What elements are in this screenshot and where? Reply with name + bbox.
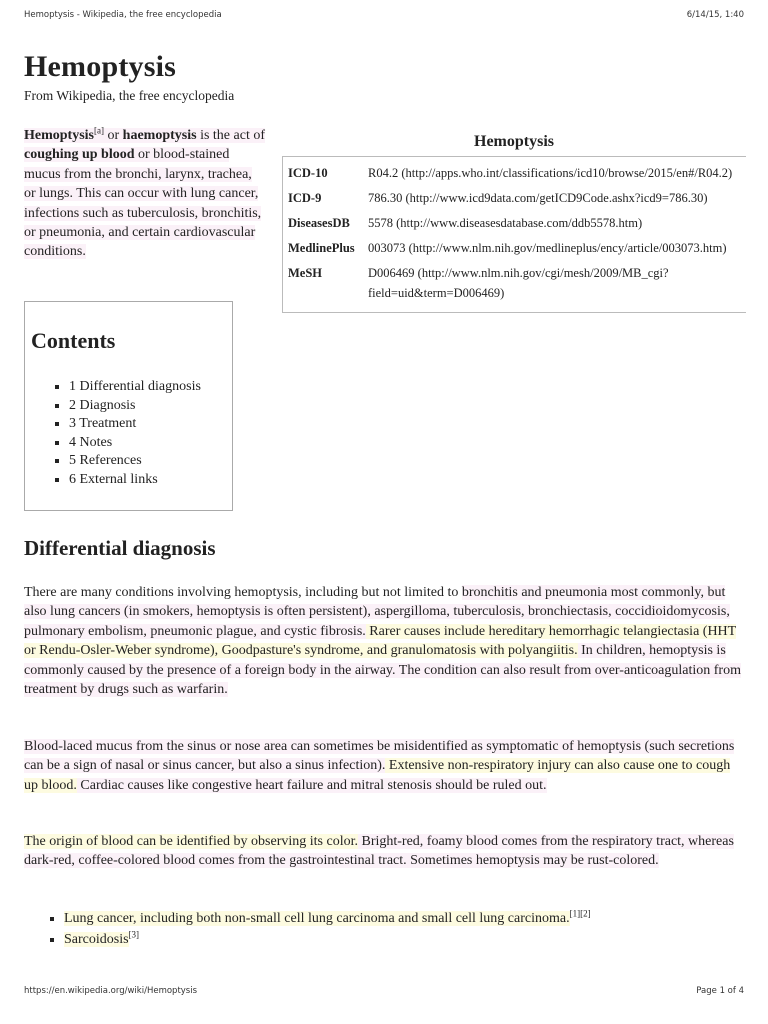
infobox-label-diseasesdb[interactable]: DiseasesDB (288, 216, 350, 230)
list-item-lung-cancer (64, 908, 768, 929)
infobox-label-icd9[interactable]: ICD-9 (288, 191, 322, 205)
intro-term-haemoptysis: haemoptysis (122, 128, 197, 143)
intro-or: or (104, 128, 123, 143)
list-item-sarcoidosis (64, 929, 768, 950)
infobox-row-medlineplus (283, 238, 746, 258)
infobox-label-mesh[interactable]: MeSH (288, 266, 323, 280)
note-a-link[interactable]: [a] (94, 125, 104, 136)
infobox-value-diseasesdb[interactable]: 5578 (http://www.diseasesdatabase.com/ddb5578.htm) (368, 216, 643, 230)
toc-item-differential-diagnosis[interactable]: ▪ 1 Differential diagnosis (69, 378, 201, 397)
intro-text-2: or blood-stained mucus from the bronchi, larynx, trachea, or lungs. (24, 147, 252, 202)
infobox-label-icd10[interactable]: ICD-10 (288, 166, 328, 180)
intro-term-hemoptysis: Hemoptysis (24, 128, 94, 143)
print-header-date: 6/14/15, 1:40 (686, 10, 744, 20)
toc-list (35, 378, 201, 490)
infobox-value-mesh[interactable]: D006469 (http://www.nlm.nih.gov/cgi/mesh/2009/MB_cgi?field=uid&term=D006469) (368, 266, 669, 300)
section-heading-differential-diagnosis: Differential diagnosis (24, 536, 216, 560)
infobox-label-medlineplus[interactable]: MedlinePlus (288, 241, 355, 255)
toc-item-treatment[interactable]: ▪ 3 Treatment (69, 415, 201, 434)
print-header (24, 10, 744, 20)
intro-text-3: This can occur with lung cancer, infections such as tuberculosis, bronchitis, or pneumonia, and certain cardiovascular conditions. (24, 186, 262, 260)
paragraph-blood-origin (24, 832, 746, 871)
print-footer-url: https://en.wikipedia.org/wiki/Hemoptysis (24, 986, 198, 996)
infobox-row-mesh (283, 263, 746, 303)
print-footer-page: Page 1 of 4 (696, 986, 744, 996)
toc-item-diagnosis[interactable]: ▪ 2 Diagnosis (69, 397, 201, 416)
lung-cancer-text[interactable]: Lung cancer, including both non-small cell lung carcinoma and small cell lung carcinoma. (64, 911, 570, 926)
causes-list (24, 908, 768, 950)
toc-title: Contents (31, 328, 116, 353)
page-title: Hemoptysis (24, 50, 176, 83)
p1-text-d: In children, hemoptysis is commonly caused by the presence of a foreign body in the airway. The condition can also result from over-anticoagulation from treatment by drugs such as warfarin. (24, 643, 741, 698)
p1-text-c: Rarer causes include hereditary hemorrhagic telangiectasia (HHT or Rendu-Osler-Weber syndrome), Goodpasture's syndrome, and granulomatosis with polyangiitis. (24, 623, 737, 659)
intro-text-1: is the act of (196, 128, 265, 143)
infobox-row-diseasesdb (283, 213, 746, 233)
p2-text-c: Cardiac causes like congestive heart failure and mitral stenosis should be ruled out. (76, 777, 547, 793)
infobox-value-medlineplus[interactable]: 003073 (http://www.nlm.nih.gov/medlineplus/ency/article/003073.htm) (368, 241, 727, 255)
p3-text-b: Bright-red, foamy blood comes from the respiratory tract, whereas dark-red, coffee-colored blood comes from the gastrointestinal tract. Sometimes hemoptysis may be rust-colored. (24, 834, 734, 869)
paragraph-blood-laced-mucus (24, 737, 746, 795)
infobox-value-icd10[interactable]: R04.2 (http://apps.who.int/classifications/icd10/browse/2015/en#/R04.2) (368, 166, 733, 180)
infobox-row-icd9 (283, 188, 746, 208)
infobox-title: Hemoptysis (474, 133, 554, 150)
intro-term-coughing-blood: coughing up blood (24, 147, 135, 163)
infobox-table (282, 156, 746, 313)
p2-text-a: Blood-laced mucus from the sinus or nose area can sometimes be misidentified as symptomatic of hemoptysis (such secretions can be a sign of nasal or sinus cancer, but also a sinus infection). (24, 739, 735, 774)
page-subtitle: From Wikipedia, the free encyclopedia (24, 88, 235, 103)
infobox (282, 128, 746, 313)
intro-paragraph (24, 126, 266, 262)
toc-item-external-links[interactable]: ▪ 6 External links (69, 471, 201, 490)
print-footer (24, 986, 744, 996)
print-header-title: Hemoptysis - Wikipedia, the free encyclopedia (24, 10, 222, 20)
lung-cancer-refs[interactable]: [1][2] (569, 908, 591, 919)
infobox-row-icd10 (283, 163, 746, 183)
p1-text-b: bronchitis and pneumonia most commonly, but also lung cancers (in smokers, hemoptysis is often persistent), aspergilloma, tuberculosis, bronchiectasis, coccidioidomycosis, pulmonary embolism, pneumonic plague, and cystic fibrosis. (24, 585, 730, 639)
sarcoidosis-refs[interactable]: [3] (128, 929, 140, 940)
toc-item-references[interactable]: ▪ 5 References (69, 452, 201, 471)
p2-text-b: Extensive non-respiratory injury can also cause one to cough up blood. (24, 758, 731, 793)
p1-text-a: There are many conditions involving hemoptysis, including but not limited to (24, 585, 462, 600)
table-of-contents (24, 301, 233, 511)
toc-item-notes[interactable]: ▪ 4 Notes (69, 434, 201, 453)
sarcoidosis-text[interactable]: Sarcoidosis (64, 932, 129, 947)
p3-text-a: The origin of blood can be identified by observing its color. (24, 834, 358, 849)
infobox-value-icd9[interactable]: 786.30 (http://www.icd9data.com/getICD9Code.ashx?icd9=786.30) (368, 191, 708, 205)
paragraph-conditions (24, 583, 746, 699)
